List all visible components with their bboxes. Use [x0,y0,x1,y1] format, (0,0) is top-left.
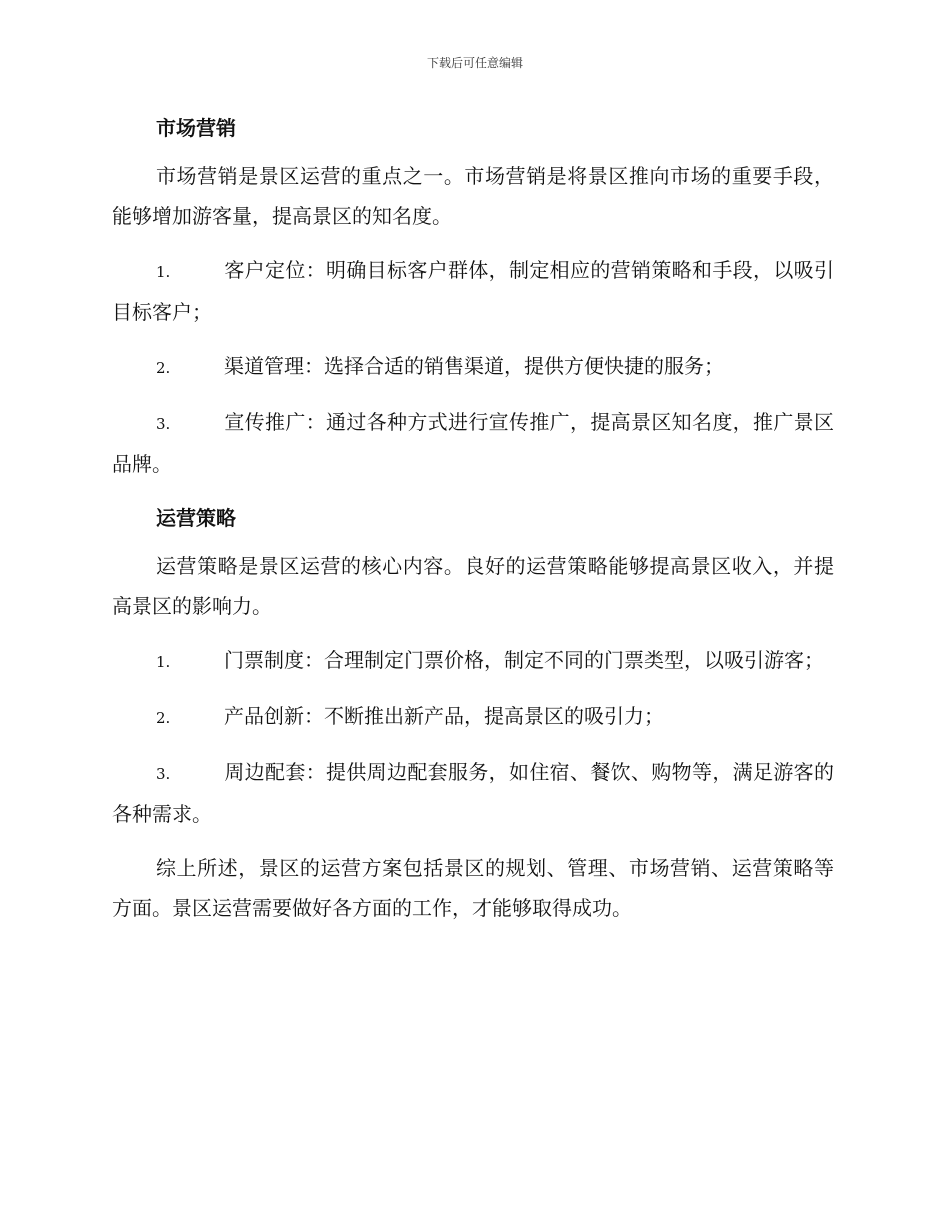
list-item-number: 3. [156,415,171,433]
list-item [112,346,834,388]
list-item-text: 客户定位：明确目标客户群体，制定相应的营销策略和手段，以吸引目标客户； [112,258,834,324]
list-item-text: 门票制度：合理制定门票价格，制定不同的门票类型，以吸引游客； [224,648,824,672]
section-intro-marketing: 市场营销是景区运营的重点之一。市场营销是将景区推向市场的重要手段，能够增加游客量，提高景区的知名度。 [112,164,834,228]
conclusion-paragraph: 综上所述，景区的运营方案包括景区的规划、管理、市场营销、运营策略等方面。景区运营需要做好各方面的工作，才能够取得成功。 [112,856,834,920]
list-item [112,402,834,484]
section-intro-operations: 运营策略是景区运营的核心内容。良好的运营策略能够提高景区收入，并提高景区的影响力。 [112,554,834,618]
list-item-number: 1. [156,653,171,671]
list-item-text: 周边配套：提供周边配套服务，如住宿、餐饮、购物等，满足游客的各种需求。 [112,760,834,826]
list-item [112,640,834,682]
list-item-number: 2. [156,709,171,727]
list-item-number: 2. [156,359,171,377]
page-header: 下载后可任意编辑 [426,56,523,70]
list-item-number: 3. [156,765,171,783]
list-item [112,250,834,332]
list-item-text: 宣传推广：通过各种方式进行宣传推广，提高景区知名度，推广景区品牌。 [112,410,834,476]
list-item-text: 产品创新：不断推出新产品，提高景区的吸引力； [224,704,664,728]
list-item-number: 1. [156,263,171,281]
document-body [112,108,834,942]
section-heading-marketing: 市场营销 [156,116,236,140]
section-heading-operations: 运营策略 [156,506,236,530]
list-item [112,752,834,834]
list-item [112,696,834,738]
list-item-text: 渠道管理：选择合适的销售渠道，提供方便快捷的服务； [224,354,724,378]
